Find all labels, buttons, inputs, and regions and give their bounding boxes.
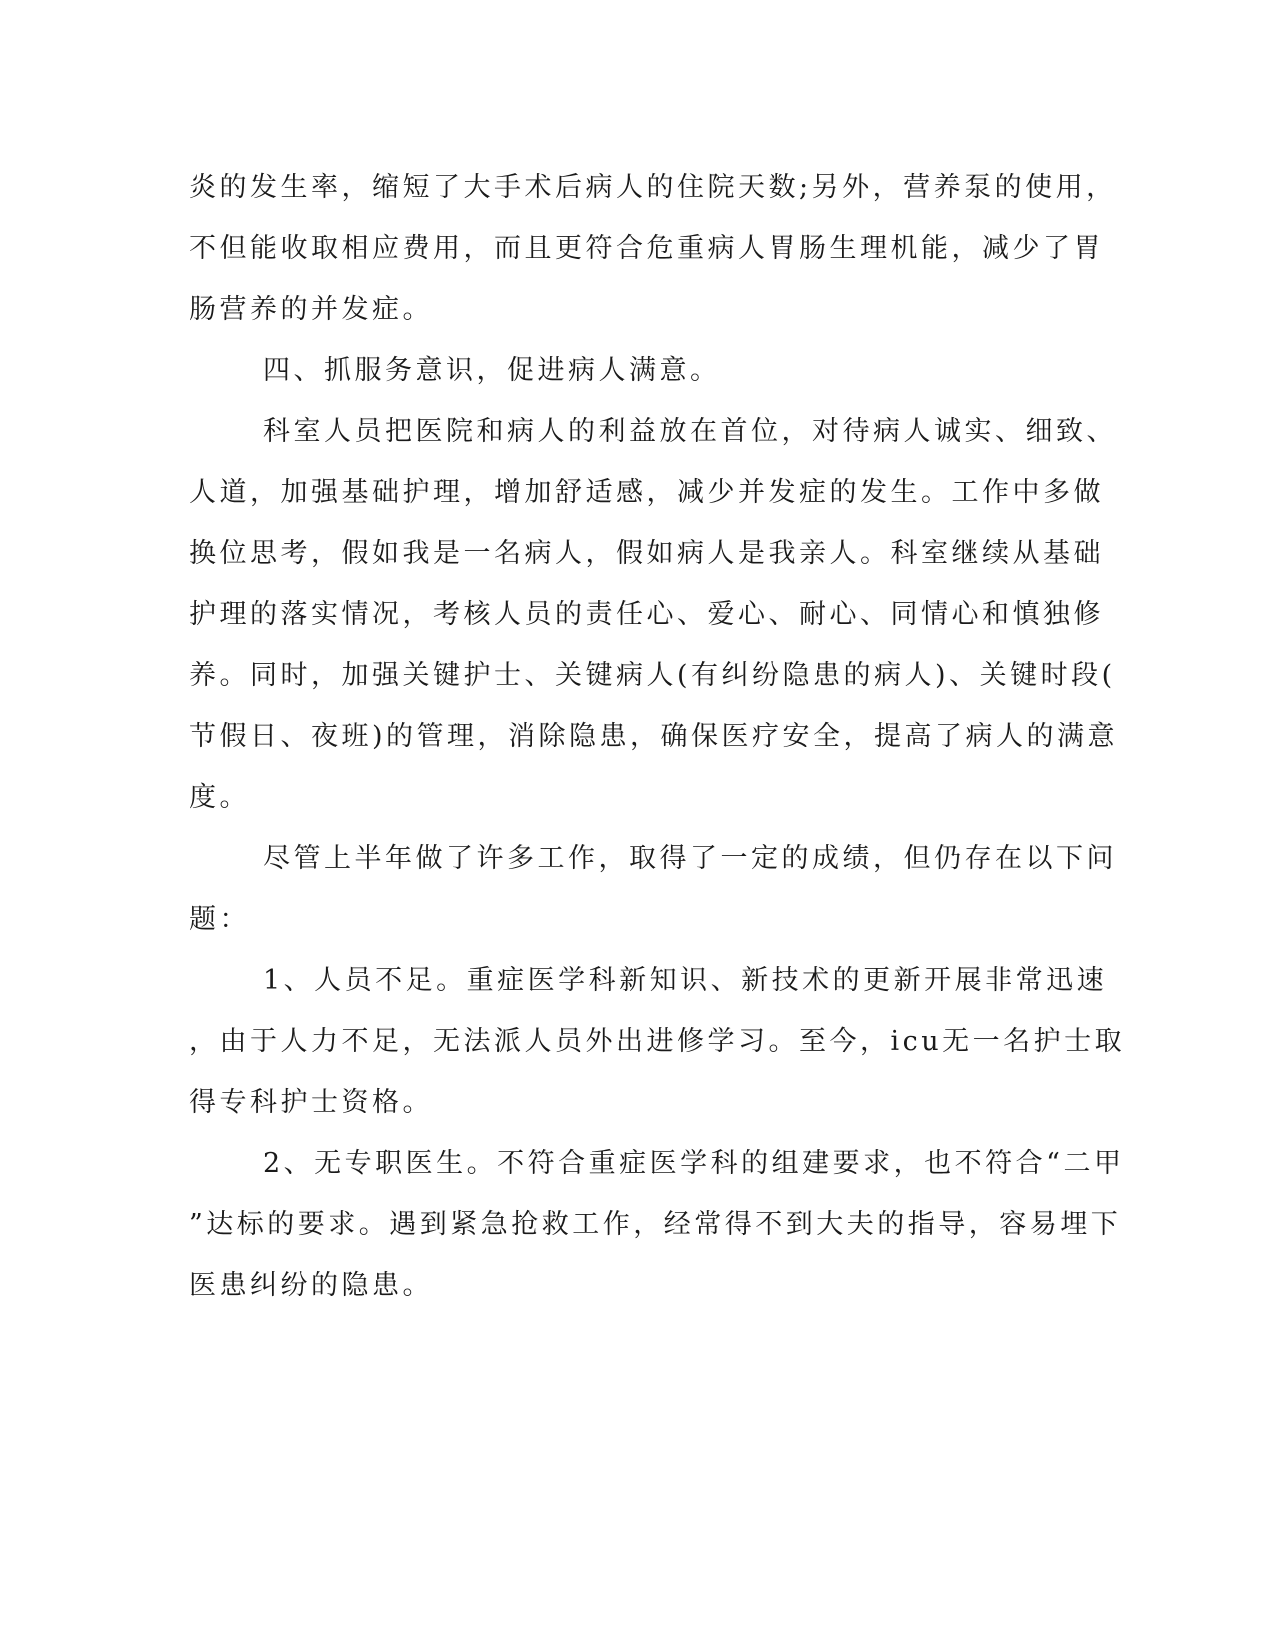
text-line: 度。 (189, 782, 250, 813)
text-line: 肠营养的并发症。 (189, 294, 433, 325)
text-line: ”达标的要求。遇到紧急抢救工作，经常得不到大夫的指导，容易埋下 (189, 1209, 1122, 1240)
text-line: 尽管上半年做了许多工作，取得了一定的成绩，但仍存在以下问 (263, 843, 1117, 874)
text-line: 2、无专职医生。不符合重症医学科的组建要求，也不符合“二甲 (263, 1148, 1125, 1179)
paragraph-heading-4 (189, 340, 1079, 401)
section-heading: 四、抓服务意识，促进病人满意。 (263, 355, 721, 386)
text-line: 得专科护士资格。 (189, 1087, 433, 1118)
text-line: 节假日、夜班)的管理，消除隐患，确保医疗安全，提高了病人的满意 (189, 721, 1119, 752)
paragraph-3 (189, 401, 1119, 828)
list-item-1 (189, 950, 1126, 1133)
list-item-2 (189, 1133, 1125, 1316)
text-line: 换位思考，假如我是一名病人，假如病人是我亲人。科室继续从基础 (189, 538, 1104, 569)
text-line: 1、人员不足。重症医学科新知识、新技术的更新开展非常迅速 (263, 965, 1108, 996)
text-line: 不但能收取相应费用，而且更符合危重病人胃肠生理机能，减少了胃 (189, 233, 1104, 264)
paragraph-4 (189, 828, 1117, 950)
text-line: 题： (189, 904, 250, 935)
text-line: ，由于人力不足，无法派人员外出进修学习。至今，icu无一名护士取 (189, 1026, 1126, 1057)
text-line: 炎的发生率，缩短了大手术后病人的住院天数;另外，营养泵的使用， (189, 172, 1117, 203)
text-line: 护理的落实情况，考核人员的责任心、爱心、耐心、同情心和慎独修 (189, 599, 1104, 630)
text-line: 人道，加强基础护理，增加舒适感，减少并发症的发生。工作中多做 (189, 477, 1104, 508)
document-body (189, 157, 1126, 1316)
text-line: 医患纠纷的隐患。 (189, 1270, 433, 1301)
text-line: 养。同时，加强关键护士、关键病人(有纠纷隐患的病人)、关键时段( (189, 660, 1116, 691)
paragraph-1 (189, 157, 1117, 340)
text-line: 科室人员把医院和病人的利益放在首位，对待病人诚实、细致、 (263, 416, 1117, 447)
